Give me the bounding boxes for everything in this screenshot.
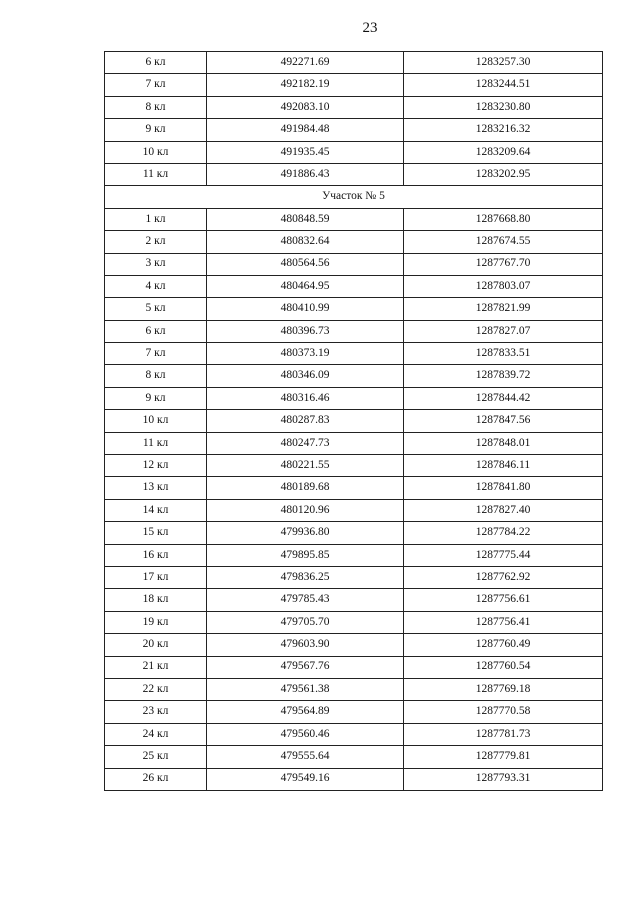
x-coordinate-cell: 479836.25	[207, 566, 404, 588]
point-cell: 11 кл	[105, 432, 207, 454]
y-coordinate-cell: 1287839.72	[404, 365, 603, 387]
table-row	[105, 723, 603, 745]
x-coordinate-cell: 492083.10	[207, 96, 404, 118]
y-coordinate-cell: 1287760.49	[404, 634, 603, 656]
point-cell: 6 кл	[105, 52, 207, 74]
x-coordinate-cell: 479936.80	[207, 522, 404, 544]
point-cell: 2 кл	[105, 231, 207, 253]
y-coordinate-cell: 1287793.31	[404, 768, 603, 790]
table-row	[105, 298, 603, 320]
y-coordinate-cell: 1287779.81	[404, 746, 603, 768]
x-coordinate-cell: 480373.19	[207, 343, 404, 365]
x-coordinate-cell: 479603.90	[207, 634, 404, 656]
point-cell: 14 кл	[105, 499, 207, 521]
table-row	[105, 566, 603, 588]
table-row	[105, 544, 603, 566]
x-coordinate-cell: 479567.76	[207, 656, 404, 678]
table-row	[105, 208, 603, 230]
table-row	[105, 522, 603, 544]
y-coordinate-cell: 1287769.18	[404, 678, 603, 700]
point-cell: 13 кл	[105, 477, 207, 499]
x-coordinate-cell: 480221.55	[207, 455, 404, 477]
point-cell: 6 кл	[105, 320, 207, 342]
x-coordinate-cell: 492271.69	[207, 52, 404, 74]
y-coordinate-cell: 1287841.80	[404, 477, 603, 499]
y-coordinate-cell: 1287674.55	[404, 231, 603, 253]
y-coordinate-cell: 1287760.54	[404, 656, 603, 678]
table-row	[105, 163, 603, 185]
coordinates-table	[104, 51, 603, 791]
x-coordinate-cell: 479561.38	[207, 678, 404, 700]
x-coordinate-cell: 480287.83	[207, 410, 404, 432]
y-coordinate-cell: 1283244.51	[404, 74, 603, 96]
x-coordinate-cell: 480396.73	[207, 320, 404, 342]
x-coordinate-cell: 480120.96	[207, 499, 404, 521]
x-coordinate-cell: 479705.70	[207, 611, 404, 633]
table-row	[105, 365, 603, 387]
point-cell: 8 кл	[105, 365, 207, 387]
point-cell: 15 кл	[105, 522, 207, 544]
table-row	[105, 656, 603, 678]
point-cell: 7 кл	[105, 74, 207, 96]
y-coordinate-cell: 1287756.61	[404, 589, 603, 611]
point-cell: 19 кл	[105, 611, 207, 633]
y-coordinate-cell: 1287756.41	[404, 611, 603, 633]
y-coordinate-cell: 1287767.70	[404, 253, 603, 275]
point-cell: 4 кл	[105, 275, 207, 297]
table-row	[105, 589, 603, 611]
x-coordinate-cell: 479549.16	[207, 768, 404, 790]
point-cell: 21 кл	[105, 656, 207, 678]
table-row	[105, 746, 603, 768]
y-coordinate-cell: 1287846.11	[404, 455, 603, 477]
x-coordinate-cell: 479560.46	[207, 723, 404, 745]
x-coordinate-cell: 479555.64	[207, 746, 404, 768]
page-number: 23	[362, 20, 378, 36]
point-cell: 22 кл	[105, 678, 207, 700]
table-row	[105, 477, 603, 499]
y-coordinate-cell: 1287668.80	[404, 208, 603, 230]
y-coordinate-cell: 1287833.51	[404, 343, 603, 365]
x-coordinate-cell: 480464.95	[207, 275, 404, 297]
table-row	[105, 52, 603, 74]
point-cell: 25 кл	[105, 746, 207, 768]
y-coordinate-cell: 1287803.07	[404, 275, 603, 297]
table-row	[105, 678, 603, 700]
y-coordinate-cell: 1283257.30	[404, 52, 603, 74]
y-coordinate-cell: 1287762.92	[404, 566, 603, 588]
table-row	[105, 141, 603, 163]
point-cell: 18 кл	[105, 589, 207, 611]
point-cell: 5 кл	[105, 298, 207, 320]
table-row	[105, 634, 603, 656]
x-coordinate-cell: 480316.46	[207, 387, 404, 409]
x-coordinate-cell: 479785.43	[207, 589, 404, 611]
x-coordinate-cell: 480247.73	[207, 432, 404, 454]
point-cell: 10 кл	[105, 410, 207, 432]
x-coordinate-cell: 480832.64	[207, 231, 404, 253]
point-cell: 17 кл	[105, 566, 207, 588]
table-row	[105, 275, 603, 297]
table-row	[105, 231, 603, 253]
table-row	[105, 320, 603, 342]
x-coordinate-cell: 480410.99	[207, 298, 404, 320]
point-cell: 26 кл	[105, 768, 207, 790]
y-coordinate-cell: 1287781.73	[404, 723, 603, 745]
table-row	[105, 74, 603, 96]
section-row	[105, 186, 603, 208]
table-row	[105, 387, 603, 409]
x-coordinate-cell: 480848.59	[207, 208, 404, 230]
table-row	[105, 343, 603, 365]
table-row	[105, 253, 603, 275]
table-row	[105, 119, 603, 141]
table-row	[105, 96, 603, 118]
table-row	[105, 432, 603, 454]
x-coordinate-cell: 480346.09	[207, 365, 404, 387]
section-header-group	[105, 186, 603, 208]
y-coordinate-cell: 1287847.56	[404, 410, 603, 432]
y-coordinate-cell: 1283230.80	[404, 96, 603, 118]
x-coordinate-cell: 480189.68	[207, 477, 404, 499]
y-coordinate-cell: 1287775.44	[404, 544, 603, 566]
x-coordinate-cell: 480564.56	[207, 253, 404, 275]
table-row	[105, 455, 603, 477]
point-cell: 8 кл	[105, 96, 207, 118]
table-row	[105, 701, 603, 723]
y-coordinate-cell: 1287844.42	[404, 387, 603, 409]
point-cell: 1 кл	[105, 208, 207, 230]
table-row	[105, 768, 603, 790]
y-coordinate-cell: 1287827.40	[404, 499, 603, 521]
point-cell: 24 кл	[105, 723, 207, 745]
y-coordinate-cell: 1287821.99	[404, 298, 603, 320]
section-title: Участок № 5	[105, 186, 603, 208]
table-body-before	[105, 52, 603, 186]
point-cell: 3 кл	[105, 253, 207, 275]
x-coordinate-cell: 491935.45	[207, 141, 404, 163]
table-row	[105, 410, 603, 432]
y-coordinate-cell: 1287827.07	[404, 320, 603, 342]
x-coordinate-cell: 479564.89	[207, 701, 404, 723]
point-cell: 9 кл	[105, 119, 207, 141]
x-coordinate-cell: 492182.19	[207, 74, 404, 96]
x-coordinate-cell: 491886.43	[207, 163, 404, 185]
y-coordinate-cell: 1283202.95	[404, 163, 603, 185]
y-coordinate-cell: 1283216.32	[404, 119, 603, 141]
y-coordinate-cell: 1283209.64	[404, 141, 603, 163]
point-cell: 16 кл	[105, 544, 207, 566]
y-coordinate-cell: 1287848.01	[404, 432, 603, 454]
point-cell: 11 кл	[105, 163, 207, 185]
table-body-after	[105, 208, 603, 790]
point-cell: 23 кл	[105, 701, 207, 723]
x-coordinate-cell: 491984.48	[207, 119, 404, 141]
point-cell: 7 кл	[105, 343, 207, 365]
point-cell: 10 кл	[105, 141, 207, 163]
point-cell: 9 кл	[105, 387, 207, 409]
point-cell: 20 кл	[105, 634, 207, 656]
y-coordinate-cell: 1287770.58	[404, 701, 603, 723]
table-row	[105, 611, 603, 633]
x-coordinate-cell: 479895.85	[207, 544, 404, 566]
table-row	[105, 499, 603, 521]
point-cell: 12 кл	[105, 455, 207, 477]
y-coordinate-cell: 1287784.22	[404, 522, 603, 544]
